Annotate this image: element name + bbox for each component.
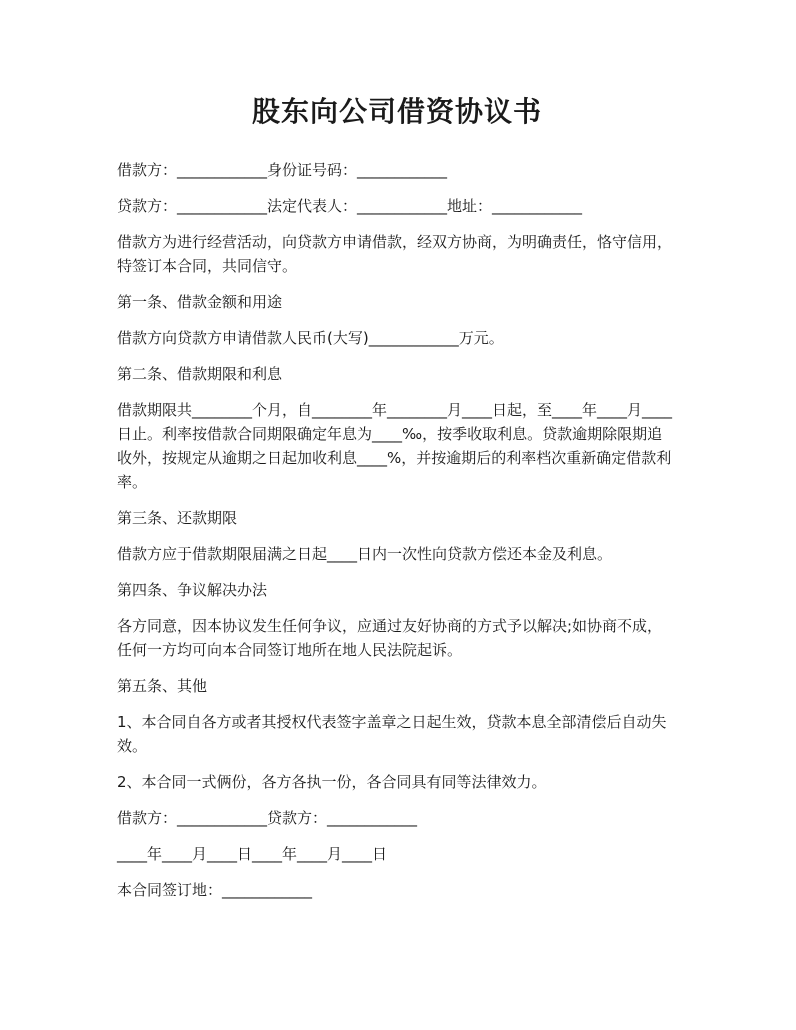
preamble-paragraph: 借款方为进行经营活动，向贷款方申请借款，经双方协商，为明确责任，恪守信用，特签订本合同，共同信守。 <box>117 233 673 275</box>
article-2-body: 借款期限共________个月，自________年________月____日起，至____年____月____日止。利率按借款合同期限确定年息为____‰，按季收取利息。贷款逾期除限期追收外，按规定从逾期之日起加收利息____%，并按逾期后的利率档次重新确定借款利率。 <box>117 401 673 491</box>
article-1-heading: 第一条、借款金额和用途 <box>117 293 283 311</box>
article-5-heading: 第五条、其他 <box>117 677 208 695</box>
article-3-heading: 第三条、还款期限 <box>117 509 238 527</box>
article-5-item-2: 2、本合同一式俩份，各方各执一份，各合同具有同等法律效力。 <box>117 773 547 791</box>
article-5-item-1: 1、本合同自各方或者其授权代表签字盖章之日起生效，贷款本息全部清偿后自动失效。 <box>117 713 667 755</box>
document-title: 股东向公司借资协议书 <box>251 95 542 128</box>
borrower-line: 借款方：____________身份证号码：____________ <box>117 161 448 179</box>
article-2-heading: 第二条、借款期限和利息 <box>117 365 283 383</box>
lender-line: 贷款方：____________法定代表人：____________地址：____________ <box>117 197 583 215</box>
article-1-body: 借款方向贷款方申请借款人民币(大写)____________万元。 <box>117 329 504 347</box>
signing-place-line: 本合同签订地：____________ <box>117 881 313 899</box>
document-page <box>117 92 677 914</box>
date-line: ____年____月____日____年____月____日 <box>117 845 388 863</box>
signature-line: 借款方：____________贷款方：____________ <box>117 809 418 827</box>
article-4-body: 各方同意，因本协议发生任何争议，应通过友好协商的方式予以解决;如协商不成，任何一方均可向本合同签订地所在地人民法院起诉。 <box>117 617 663 659</box>
article-3-body: 借款方应于借款期限届满之日起____日内一次性向贷款方偿还本金及利息。 <box>117 545 613 563</box>
article-4-heading: 第四条、争议解决办法 <box>117 581 268 599</box>
